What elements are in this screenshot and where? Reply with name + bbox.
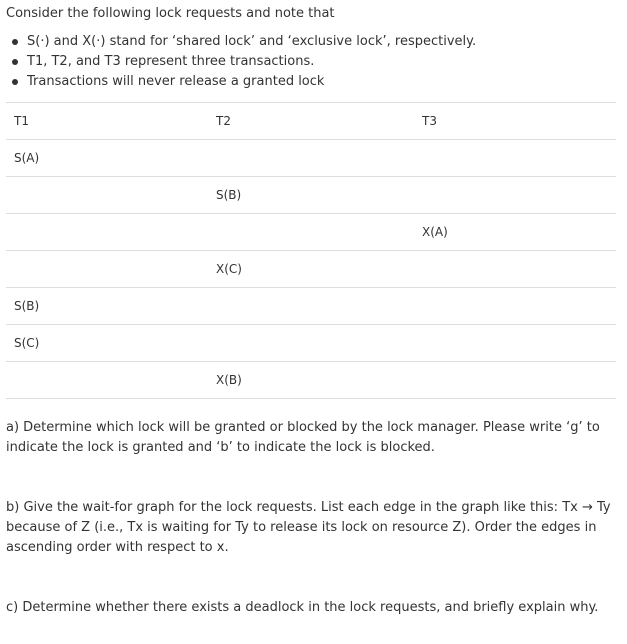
table-cell: X(B)	[208, 362, 414, 399]
header-t2: T2	[208, 103, 414, 140]
table-cell	[6, 177, 208, 214]
table-cell	[6, 214, 208, 251]
table-cell: S(B)	[208, 177, 414, 214]
note-item	[12, 32, 476, 52]
table-cell: X(C)	[208, 251, 414, 288]
table-cell	[414, 325, 616, 362]
bullet-icon	[12, 39, 18, 45]
table-cell	[414, 251, 616, 288]
table-cell	[208, 288, 414, 325]
table-cell	[208, 214, 414, 251]
note-text: Transactions will never release a granted lock	[27, 74, 325, 89]
table-cell: S(C)	[6, 325, 208, 362]
bullet-icon	[12, 79, 18, 85]
header-t3: T3	[414, 103, 616, 140]
lock-requests-table	[6, 102, 616, 399]
table-row	[6, 288, 616, 325]
note-item	[12, 72, 476, 92]
intro-text: Consider the following lock requests and note that	[6, 6, 335, 21]
table-row	[6, 177, 616, 214]
table-cell	[208, 140, 414, 177]
table-cell: S(B)	[6, 288, 208, 325]
question-a: a) Determine which lock will be granted or blocked by the lock manager. Please write ‘g’ to indicate the lock is granted and ‘b’ to indicate the lock is blocked.	[6, 420, 600, 455]
table-cell: S(A)	[6, 140, 208, 177]
table-row	[6, 140, 616, 177]
table-cell	[208, 325, 414, 362]
table-cell	[414, 177, 616, 214]
table-row	[6, 214, 616, 251]
bullet-icon	[12, 59, 18, 65]
table-cell	[6, 251, 208, 288]
table-row	[6, 325, 616, 362]
header-t1: T1	[6, 103, 208, 140]
notes-list	[12, 32, 476, 92]
table-row	[6, 251, 616, 288]
note-text: S(·) and X(·) stand for ‘shared lock’ and ‘exclusive lock’, respectively.	[27, 34, 477, 49]
note-text: T1, T2, and T3 represent three transactions.	[27, 54, 315, 69]
table-row	[6, 362, 616, 399]
table-cell	[414, 140, 616, 177]
table-cell	[414, 288, 616, 325]
question-c: c) Determine whether there exists a deadlock in the lock requests, and briefly explain why.	[6, 600, 599, 615]
note-item	[12, 52, 476, 72]
table-cell	[414, 362, 616, 399]
table-cell	[6, 362, 208, 399]
question-b: b) Give the wait-for graph for the lock requests. List each edge in the graph like this: Tx → Ty because of Z (i.e., Tx is waiting for Ty to release its lock on resource Z). Order the edges in ascending order with respect to x.	[6, 500, 611, 555]
table-header-row	[6, 103, 616, 140]
table-cell: X(A)	[414, 214, 616, 251]
